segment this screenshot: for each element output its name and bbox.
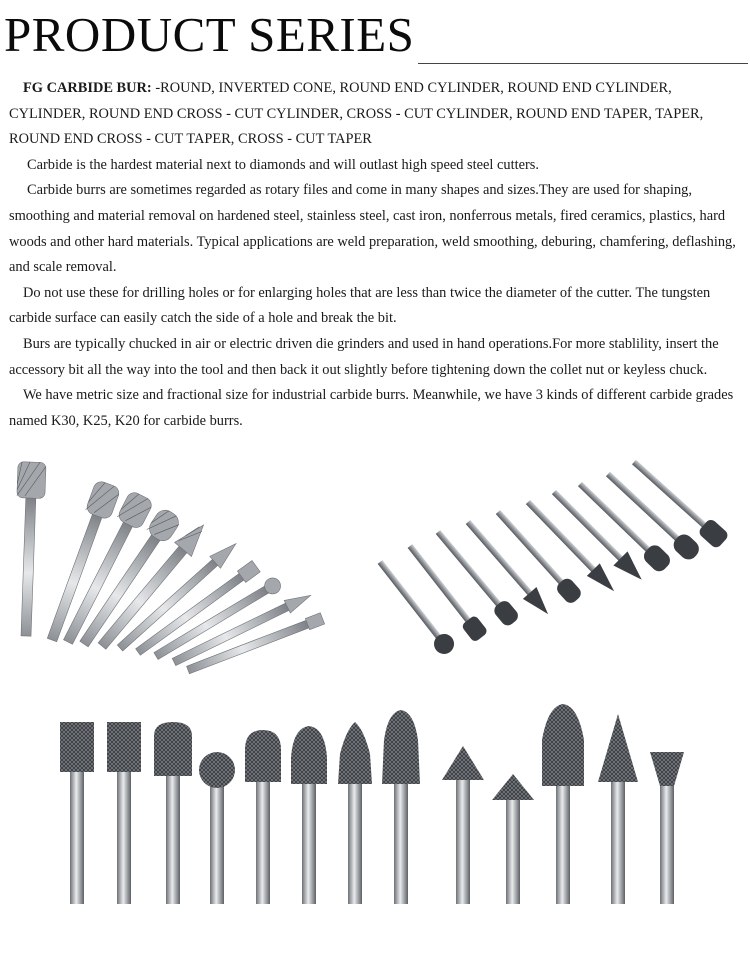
intro-shapes: -ROUND, INVERTED CONE, ROUND END CYLINDER, ROUND END CYLINDER, CYLINDER, ROUND END CROSS - CUT CYLINDER, CROSS - CUT CYLINDER, ROUND END TAPER, TAPER, ROUND END CROSS - CUT TAPER, CROSS - CUT TAPER — [9, 80, 704, 148]
paragraph-uses: Carbide burrs are sometimes regarded as rotary files and come in many shapes and sizes.They are used for shaping, smoothing and material removal on hardened steel, stainless steel, cast iron, nonferrous metals, fired ceramics, plastics, hard woods and other hard materials. Typical applications are weld preparation, weld smoothing, deburing, chamfering, deflashing, and scale removal. — [9, 182, 736, 276]
intro-label: FG CARBIDE BUR: — [23, 80, 152, 96]
description-text — [9, 76, 745, 434]
paragraph-hardness: Carbide is the hardest material next to diamonds and will outlast high speed steel cutters. — [27, 156, 539, 173]
page-header — [0, 0, 750, 66]
paragraph-warning: Do not use these for drilling holes or for enlarging holes that are less than twice the diameter of the cutter. The tungsten carbide surface can easily catch the side of a hole and break the bit. — [9, 284, 711, 327]
title-rule — [418, 63, 748, 64]
carbide-burr-shapes-lineup-photo — [48, 700, 700, 910]
carbide-burr-set-row-photo — [372, 452, 744, 658]
paragraph-chucking: Burs are typically chucked in air or electric driven die grinders and used in hand operations.For more stablility, insert the accessory bit all the way into the tool and then back it out slightly before tightening down the collet nut or keyless chuck. — [9, 335, 719, 378]
carbide-burr-set-fan-photo — [16, 458, 366, 694]
paragraph-sizes: We have metric size and fractional size for industrial carbide burrs. Meanwhile, we have 3 kinds of different carbide grades named K30, K25, K20 for carbide burrs. — [9, 387, 734, 429]
intro-paragraph — [9, 76, 745, 153]
page-title: PRODUCT SERIES — [4, 7, 415, 62]
